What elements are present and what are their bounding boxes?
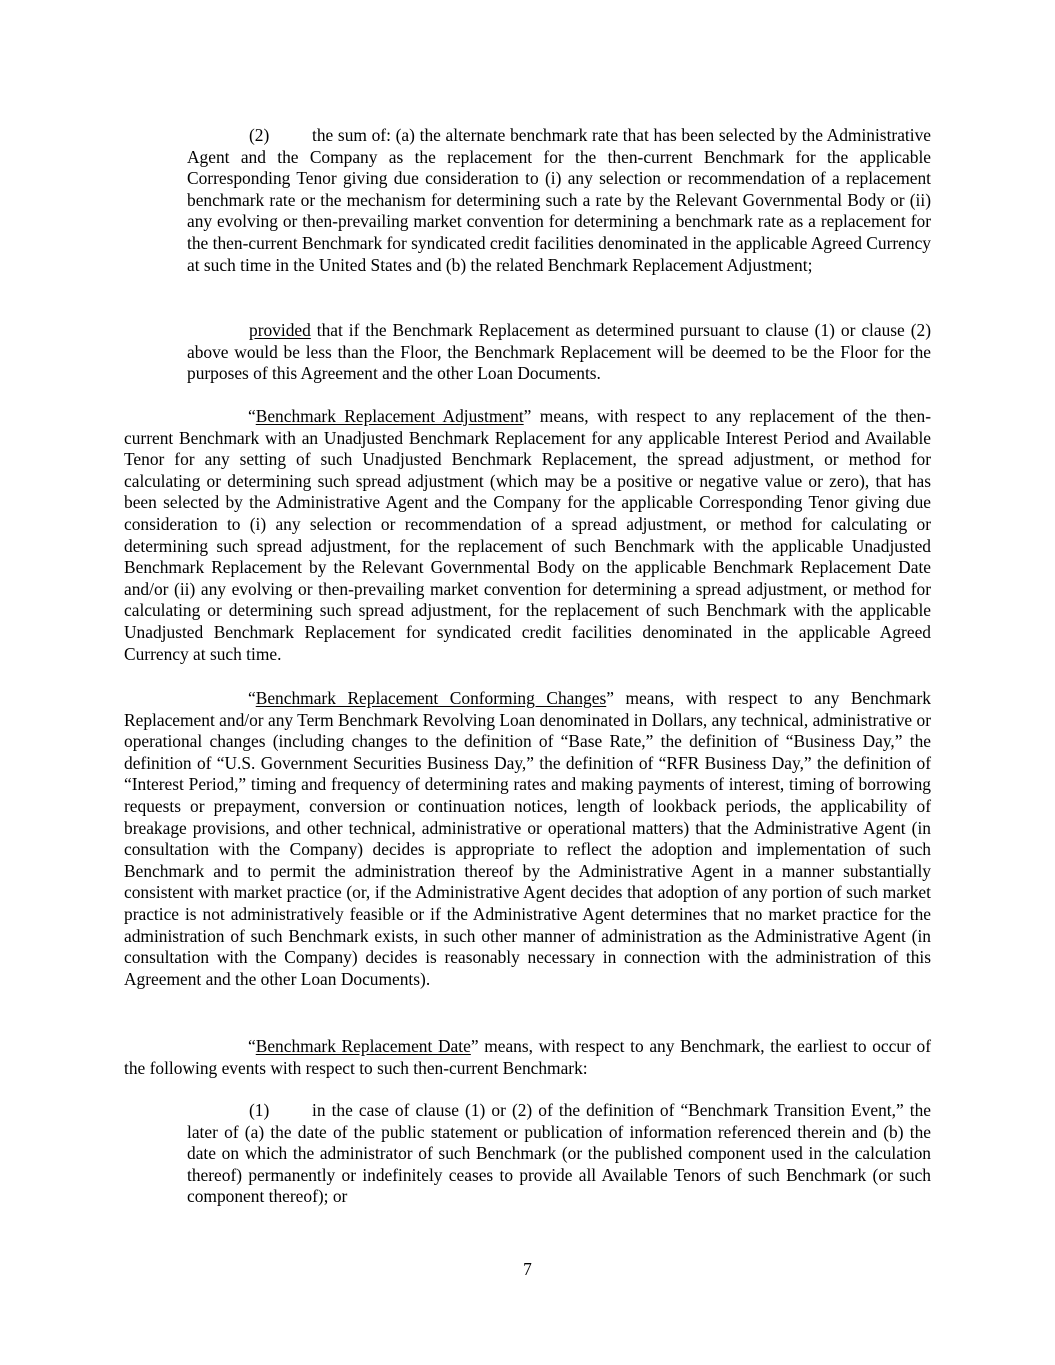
clause-number: (2) xyxy=(249,125,270,145)
clause-text: in the case of clause (1) or (2) of the definition of “Benchmark Transition Event,” the later of (a) the date of the public statement or publication of information referenced therein and (b) the date on which the administrator of such Benchmark (or the published component used in the calculation thereof) permanently or indefinitely ceases to provide all Available Tenors of such Benchmark (or such component thereof); or xyxy=(187,1100,931,1207)
definition-benchmark-replacement-date xyxy=(124,1036,931,1079)
open-quote: “ xyxy=(248,1036,256,1056)
page-number: 7 xyxy=(523,1259,532,1279)
open-quote: “ xyxy=(248,688,256,708)
open-quote: “ xyxy=(248,406,256,426)
proviso-text: that if the Benchmark Replacement as determined pursuant to clause (1) or clause (2) above would be less than the Floor, the Benchmark Replacement will be deemed to be the Floor for the purposes of this Agreement and the other Loan Documents. xyxy=(187,320,931,384)
definition-text: ” means, with respect to any Benchmark, the earliest to occur of the following events with respect to such then-current Benchmark: xyxy=(124,1036,931,1078)
proviso-lead: provided xyxy=(249,320,311,340)
definition-text: ” means, with respect to any replacement of the then-current Benchmark with an Unadjusted Benchmark Replacement for any applicable Interest Period and Available Tenor for any setting of such Unadjusted Benchmark Replacement, the spread adjustment, or method for calculating or determining such spread adjustment (which may be a positive or negative value or zero), that has been selected by the Administrative Agent and the Company for the applicable Corresponding Tenor giving due consideration to (i) any selection or recommendation of a spread adjustment, or method for calculating or determining such spread adjustment, for the replacement of such Benchmark with the applicable Unadjusted Benchmark Replacement by the Relevant Governmental Body on the applicable Benchmark Replacement Date and/or (ii) any evolving or then-prevailing market convention for determining a spread adjustment, or method for calculating or determining such spread adjustment, for the replacement of such Benchmark with the applicable Unadjusted Benchmark Replacement for syndicated credit facilities denominated in the applicable Agreed Currency at such time. xyxy=(124,406,931,664)
clause-text: the sum of: (a) the alternate benchmark rate that has been selected by the Administrative Agent and the Company as the replacement for the then-current Benchmark for the applicable Corresponding Tenor giving due consideration to (i) any selection or recommendation of a replacement benchmark rate or the mechanism for determining such a rate by the Relevant Governmental Body or (ii) any evolving or then-prevailing market convention for determining a benchmark rate as a replacement for the then-current Benchmark for syndicated credit facilities denominated in the applicable Agreed Currency at such time in the United States and (b) the related Benchmark Replacement Adjustment; xyxy=(187,125,931,275)
definition-benchmark-replacement-conforming-changes xyxy=(124,688,931,990)
clause-number: (1) xyxy=(249,1100,270,1120)
clause-1-paragraph xyxy=(187,1100,931,1208)
proviso-paragraph xyxy=(187,320,931,385)
definition-benchmark-replacement-adjustment xyxy=(124,406,931,665)
defined-term: Benchmark Replacement Adjustment xyxy=(255,406,524,426)
defined-term: Benchmark Replacement Date xyxy=(255,1036,471,1056)
clause-2-paragraph xyxy=(187,125,931,276)
defined-term: Benchmark Replacement Conforming Changes xyxy=(255,688,607,708)
definition-text: ” means, with respect to any Benchmark Replacement and/or any Term Benchmark Revolving Loan denominated in Dollars, any technical, administrative or operational changes (including changes to the definition of “Base Rate,” the definition of “Business Day,” the definition of “U.S. Government Securities Business Day,” the definition of “RFR Business Day,” the definition of “Interest Period,” timing and frequency of determining rates and making payments of interest, timing of borrowing requests or prepayment, conversion or continuation notices, length of lookback periods, the applicability of breakage provisions, and other technical, administrative or operational matters) that the Administrative Agent (in consultation with the Company) decides is appropriate to reflect the adoption and implementation of such Benchmark and to permit the administration thereof by the Administrative Agent in a manner substantially consistent with market practice (or, if the Administrative Agent decides that adoption of any portion of such market practice is not administratively feasible or if the Administrative Agent determines that no market practice for the administration of such Benchmark exists, in such other manner of administration as the Administrative Agent (in consultation with the Company) decides is reasonably necessary in connection with the administration of this Agreement and the other Loan Documents). xyxy=(124,688,931,989)
